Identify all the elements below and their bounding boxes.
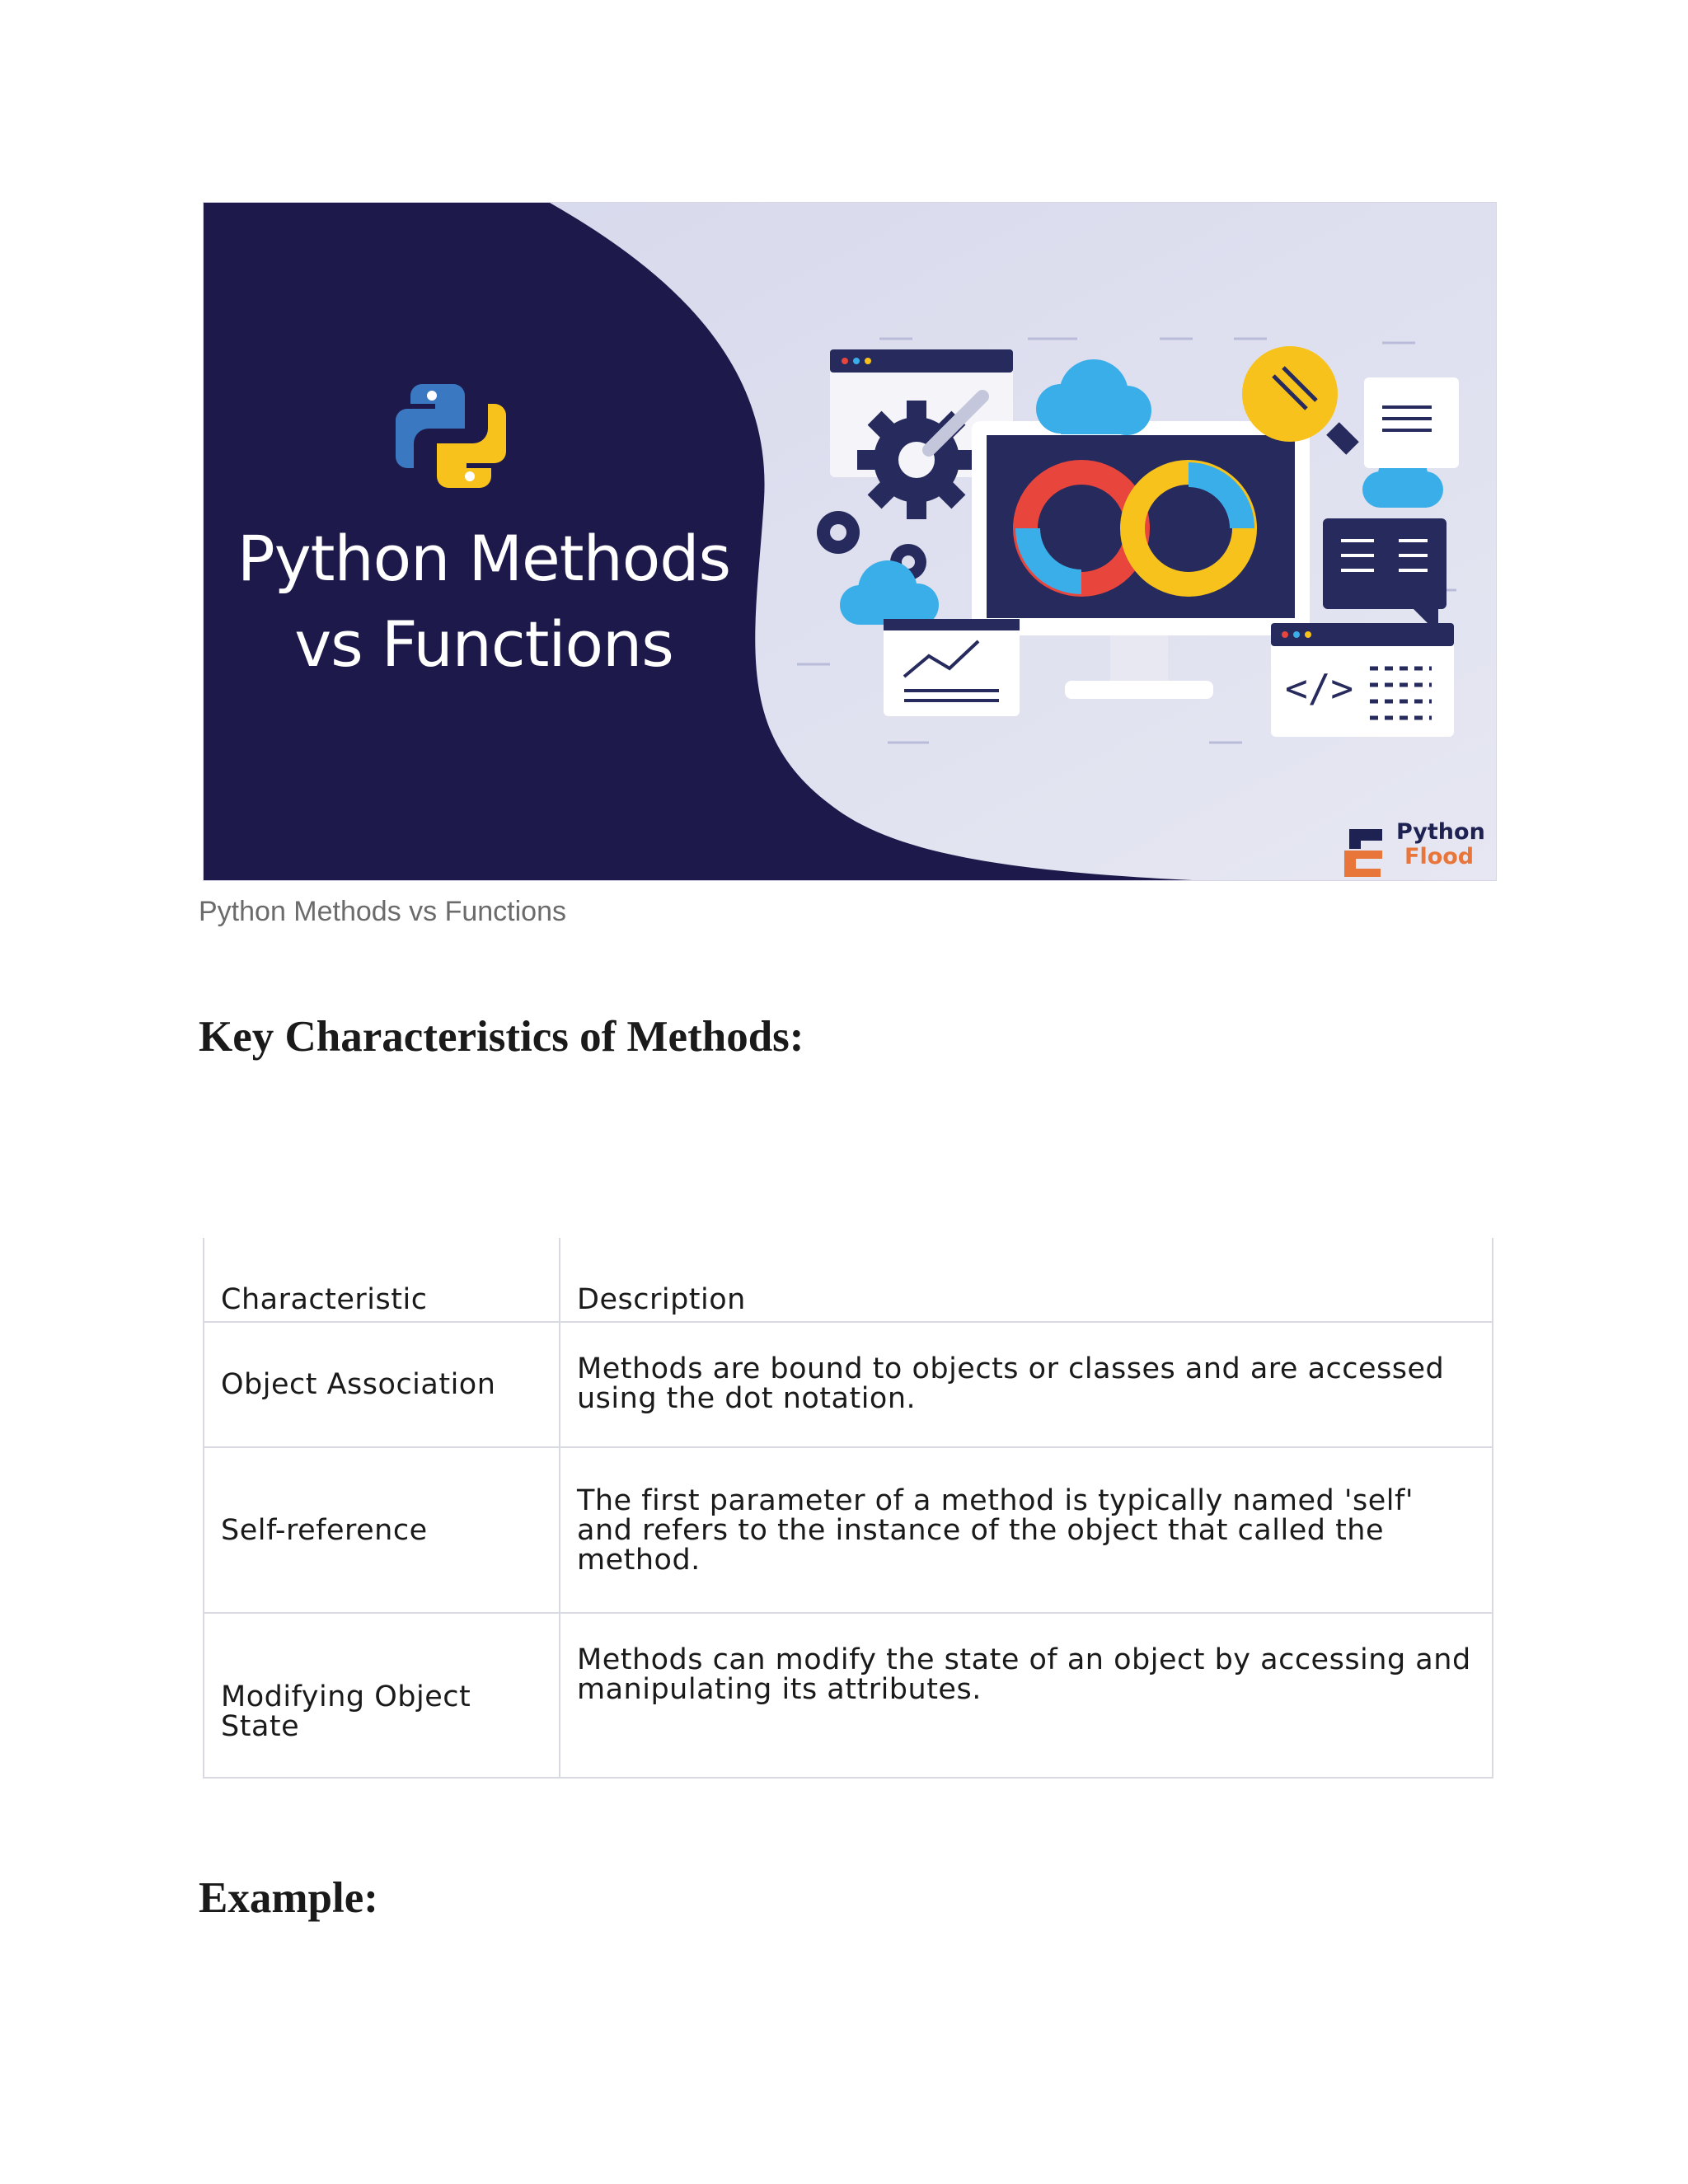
table-cell-description: The first parameter of a method is typically named 'self' and refers to the instance of the object that called the method. [560,1447,1493,1613]
brand-wordmark [1396,820,1485,869]
brand-wordmark-line-1: Python [1396,819,1485,845]
table-cell-characteristic: Modifying Object State [204,1613,560,1778]
table-header-cell: Characteristic [204,1238,560,1322]
table-cell-description: Methods are bound to objects or classes and are accessed using the dot notation. [560,1322,1493,1447]
table-cell-characteristic: Object Association [204,1322,560,1447]
code-brackets-icon: </> [1285,666,1354,710]
small-gear-icon [817,511,860,554]
banner-title-line-1: Python Methods [237,522,731,595]
document-icon [1364,377,1459,468]
table-header-row [204,1238,1493,1322]
chart-window-icon [884,619,1020,716]
table-row [204,1613,1493,1778]
section-heading-example: Example: [199,1874,378,1922]
table-cell-characteristic: Self-reference [204,1447,560,1613]
characteristics-table [203,1238,1493,1778]
python-flood-logo-icon [1344,829,1382,877]
table-cell-description: Methods can modify the state of an object by accessing and manipulating its attributes. [560,1613,1493,1778]
table-row [204,1322,1493,1447]
code-window-icon [1271,623,1454,737]
table-row [204,1447,1493,1613]
article-banner-image [203,202,1497,881]
brand-wordmark-line-2: Flood [1404,844,1475,869]
table-header-cell: Description [560,1238,1493,1322]
banner-title [220,516,748,687]
image-caption: Python Methods vs Functions [199,896,567,927]
banner-title-line-2: vs Functions [294,607,673,681]
section-heading-methods: Key Characteristics of Methods: [199,1013,804,1061]
